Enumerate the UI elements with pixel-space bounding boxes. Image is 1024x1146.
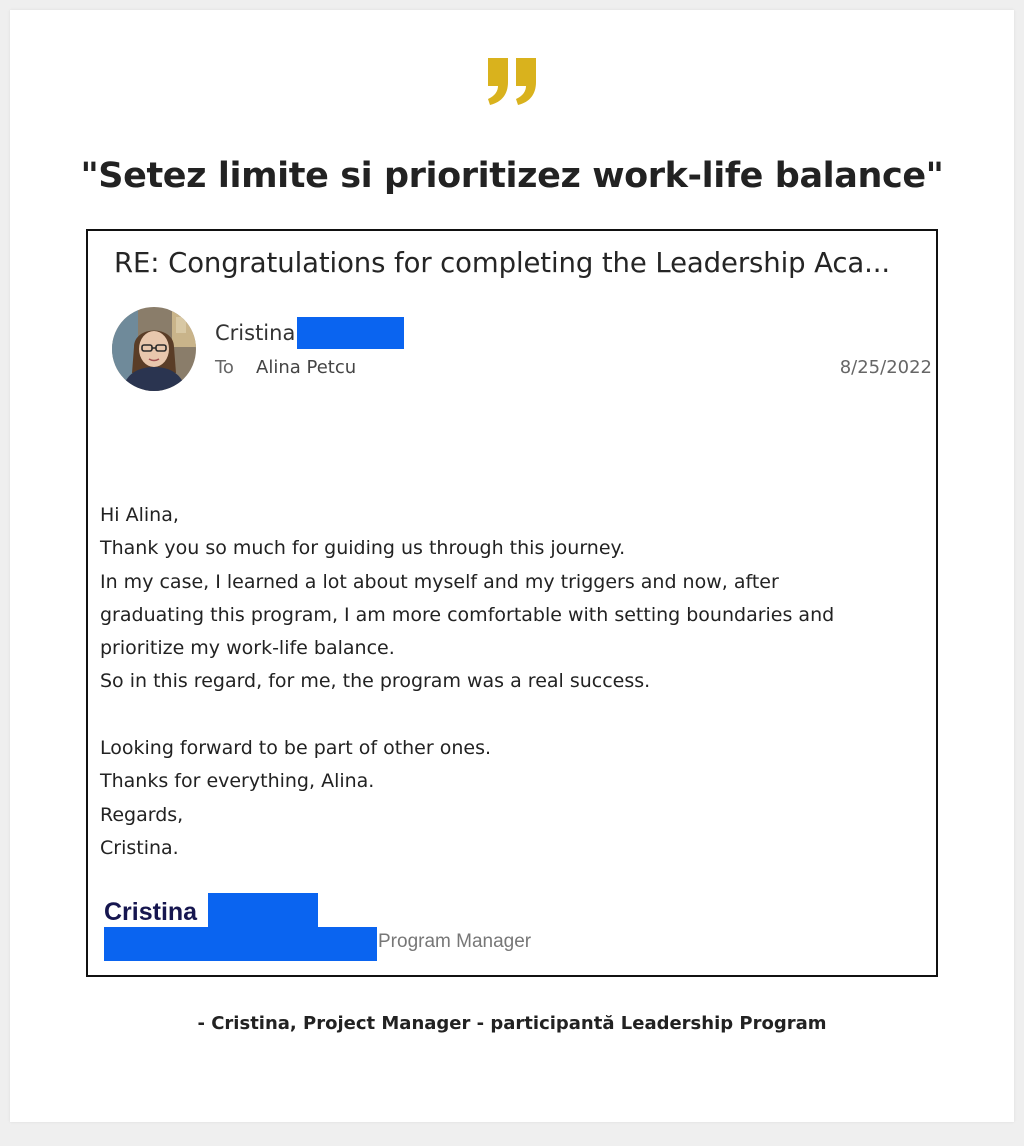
email-screenshot [86,229,938,977]
signature-line-redaction [104,927,377,961]
signature-name: Cristina [104,898,198,926]
quote-mark-icon [486,56,538,106]
testimonial-headline: "Setez limite si prioritizez work-life balance" [80,156,944,196]
body-line: Looking forward to be part of other ones. [100,737,492,760]
signature-role: Program Manager [378,931,532,952]
body-line: Regards, [100,803,184,826]
body-line: graduating this program, I am more comfortable with setting boundaries and [100,603,835,626]
body-greeting: Hi Alina, [100,504,179,526]
email-body [100,499,930,865]
recipient-name: Alina Petcu [256,357,357,378]
sender-avatar [112,307,196,391]
body-line: In my case, I learned a lot about myself and my triggers and now, after [100,570,779,593]
sender-name: Cristina [215,321,296,345]
body-line: Thanks for everything, Alina. [100,770,375,793]
email-subject: RE: Congratulations for completing the Leadership Aca... [114,247,891,279]
body-line: Thank you so much for guiding us through this journey. [100,537,626,560]
sender-surname-redaction [297,317,404,349]
signature-surname-redaction [208,893,318,927]
email-date: 8/25/2022 [839,357,932,378]
body-spacer [100,699,930,732]
body-line: So in this regard, for me, the program was a real success. [100,670,651,693]
to-label: To [215,357,234,378]
body-signoff: Cristina. [100,836,179,859]
person-photo-avatar-icon [112,307,196,391]
body-line: prioritize my work-life balance. [100,637,395,660]
testimonial-attribution: - Cristina, Project Manager - participantă Leadership Program [197,1013,827,1034]
